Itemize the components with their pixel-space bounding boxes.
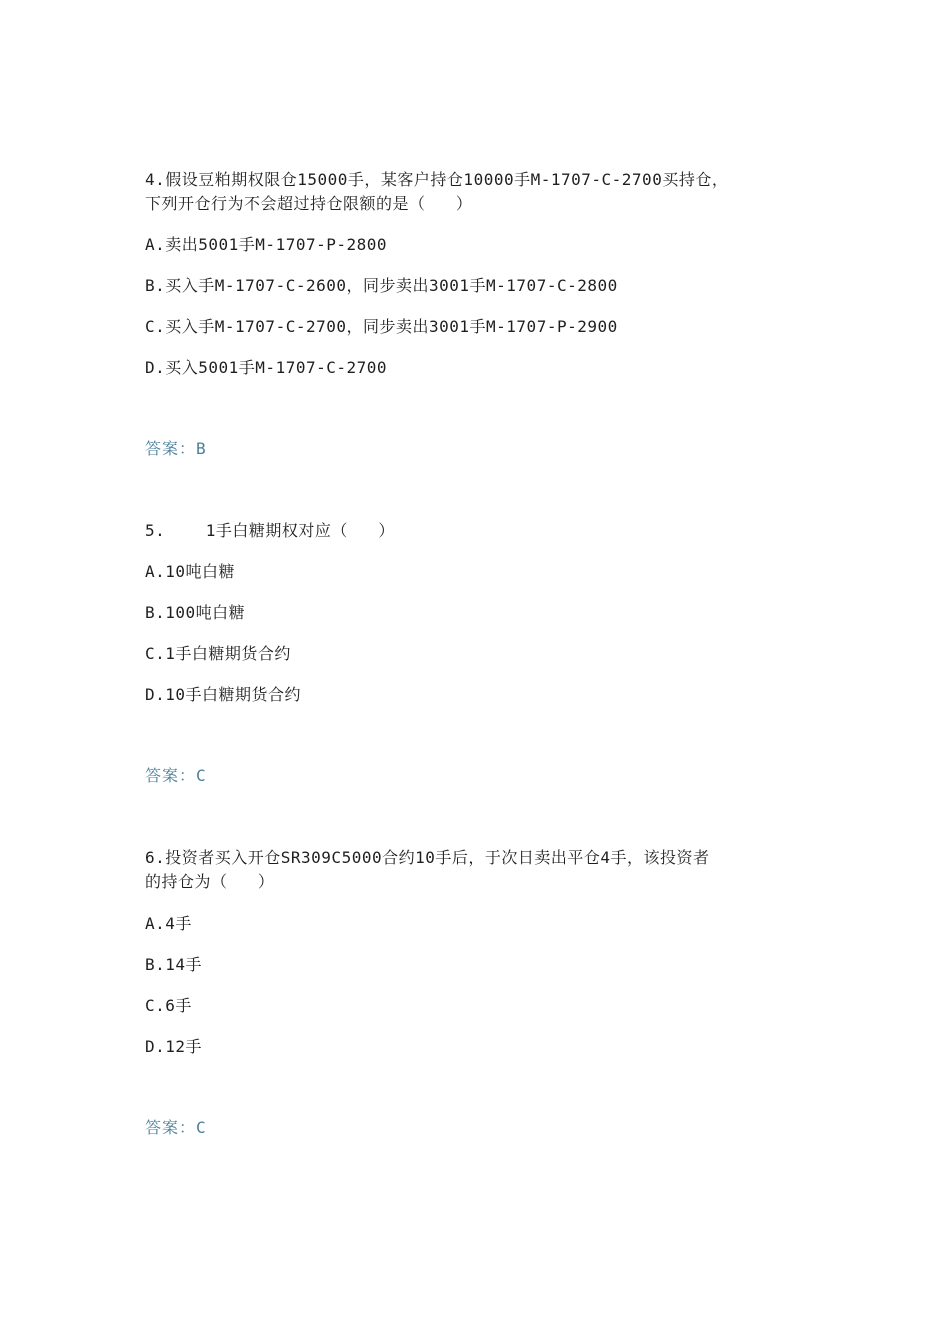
question-stem-line: 下列开仓行为不会超过持仓限额的是（ ）	[145, 194, 473, 213]
question-4-option-a: A.卖出5001手M-1707-P-2800	[145, 235, 388, 254]
question-4-stem	[145, 168, 805, 216]
question-5-option-d: D.10手白糖期货合约	[145, 685, 302, 704]
question-4-option-c: C.买入手M-1707-C-2700，同步卖出3001手M-1707-P-2900	[145, 317, 618, 336]
question-6-option-c: C.6手	[145, 996, 192, 1015]
question-5-option-a: A.10吨白糖	[145, 562, 236, 581]
question-stem-line: 5. 1手白糖期权对应（ ）	[145, 521, 395, 540]
question-5-answer: 答案：C	[145, 766, 207, 785]
question-4-answer: 答案：B	[145, 439, 207, 458]
question-stem-line: 6.投资者买入开仓SR309C5000合约10手后，于次日卖出平仓4手，该投资者	[145, 848, 710, 867]
question-6-option-a: A.4手	[145, 914, 192, 933]
question-4-option-d: D.买入5001手M-1707-C-2700	[145, 358, 388, 377]
question-6-stem	[145, 846, 805, 894]
question-5-option-b: B.100吨白糖	[145, 603, 246, 622]
question-stem-line: 4.假设豆粕期权限仓15000手，某客户持仓10000手M-1707-C-2700买持仓，	[145, 170, 729, 189]
question-5-option-c: C.1手白糖期货合约	[145, 644, 291, 663]
question-6-option-b: B.14手	[145, 955, 203, 974]
question-4-option-b: B.买入手M-1707-C-2600，同步卖出3001手M-1707-C-2800	[145, 276, 618, 295]
question-stem-line: 的持仓为（ ）	[145, 872, 275, 891]
question-6-option-d: D.12手	[145, 1037, 203, 1056]
question-6-answer: 答案：C	[145, 1118, 207, 1137]
question-5-stem	[145, 519, 805, 543]
